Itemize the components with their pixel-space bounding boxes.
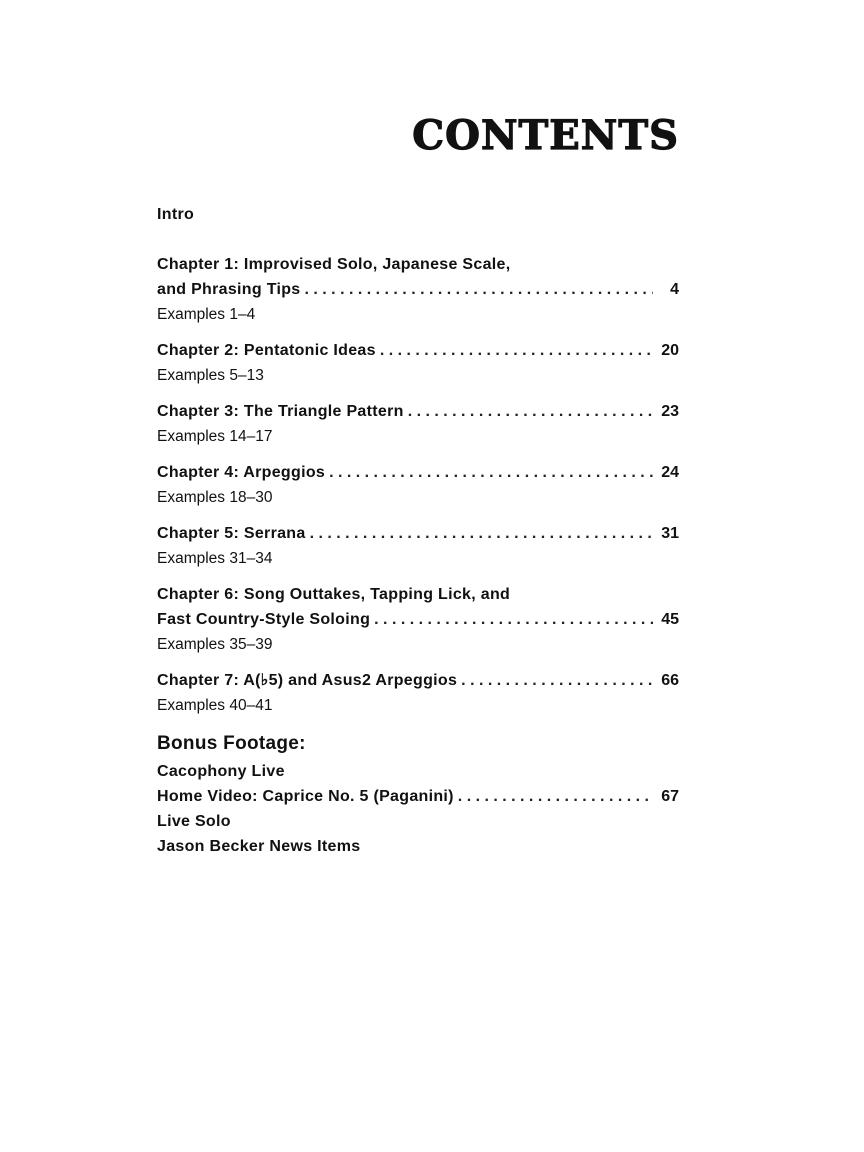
chapter-6-entry — [157, 607, 679, 632]
bonus-item-home-video-title: Home Video: Caprice No. 5 (Paganini) — [157, 788, 454, 805]
chapter-4-title: Chapter 4: Arpeggios — [157, 464, 326, 481]
toc-intro: Intro — [157, 206, 195, 223]
chapter-7-entry — [157, 668, 679, 693]
chapter-4-examples: Examples 18–30 — [157, 489, 273, 506]
spacer — [157, 227, 679, 252]
chapter-7-title: Chapter 7: A(♭5) and Asus2 Arpeggios — [157, 672, 458, 689]
spacer — [157, 510, 679, 521]
dot-leader — [310, 521, 653, 546]
bonus-item-home-video-page-number: 67 — [661, 788, 679, 805]
bonus-item-home-video — [157, 784, 679, 809]
chapter-3-title: Chapter 3: The Triangle Pattern — [157, 403, 404, 420]
chapter-3-examples: Examples 14–17 — [157, 428, 273, 445]
dot-leader — [374, 607, 653, 632]
chapter-7-examples: Examples 40–41 — [157, 697, 273, 714]
dot-leader — [305, 277, 654, 302]
page-title: CONTENTS — [412, 112, 679, 159]
spacer — [157, 388, 679, 399]
table-of-contents — [157, 202, 679, 859]
spacer — [157, 718, 679, 729]
chapter-6-examples: Examples 35–39 — [157, 636, 273, 653]
spacer — [157, 327, 679, 338]
chapter-2-examples: Examples 5–13 — [157, 367, 264, 384]
spacer — [157, 449, 679, 460]
bonus-item-news-items: Jason Becker News Items — [157, 838, 361, 855]
bonus-footage-heading: Bonus Footage: — [157, 733, 306, 754]
chapter-6-page-number: 45 — [661, 611, 679, 628]
chapter-2-entry — [157, 338, 679, 363]
chapter-6-title-line1: Chapter 6: Song Outtakes, Tapping Lick, and — [157, 586, 511, 603]
dot-leader — [408, 399, 653, 424]
chapter-5-page-number: 31 — [661, 525, 679, 542]
chapter-1-examples: Examples 1–4 — [157, 306, 256, 323]
bonus-item-cacophony-live: Cacophony Live — [157, 763, 285, 780]
dot-leader — [329, 460, 653, 485]
chapter-4-entry — [157, 460, 679, 485]
chapter-7-page-number: 66 — [661, 672, 679, 689]
chapter-2-title: Chapter 2: Pentatonic Ideas — [157, 342, 376, 359]
spacer — [157, 571, 679, 582]
dot-leader — [458, 784, 653, 809]
chapter-3-page-number: 23 — [661, 403, 679, 420]
chapter-3-entry — [157, 399, 679, 424]
chapter-5-title: Chapter 5: Serrana — [157, 525, 306, 542]
dot-leader — [461, 668, 653, 693]
bonus-item-live-solo: Live Solo — [157, 813, 231, 830]
chapter-2-page-number: 20 — [661, 342, 679, 359]
chapter-1-page-number: 4 — [670, 281, 679, 298]
chapter-1-title-line1: Chapter 1: Improvised Solo, Japanese Scale, — [157, 256, 511, 273]
chapter-4-page-number: 24 — [661, 464, 679, 481]
chapter-5-examples: Examples 31–34 — [157, 550, 273, 567]
spacer — [157, 657, 679, 668]
chapter-5-entry — [157, 521, 679, 546]
chapter-1-entry — [157, 277, 679, 302]
chapter-6-title-line2: Fast Country-Style Soloing — [157, 611, 371, 628]
dot-leader — [380, 338, 653, 363]
chapter-1-title-line2: and Phrasing Tips — [157, 281, 301, 298]
